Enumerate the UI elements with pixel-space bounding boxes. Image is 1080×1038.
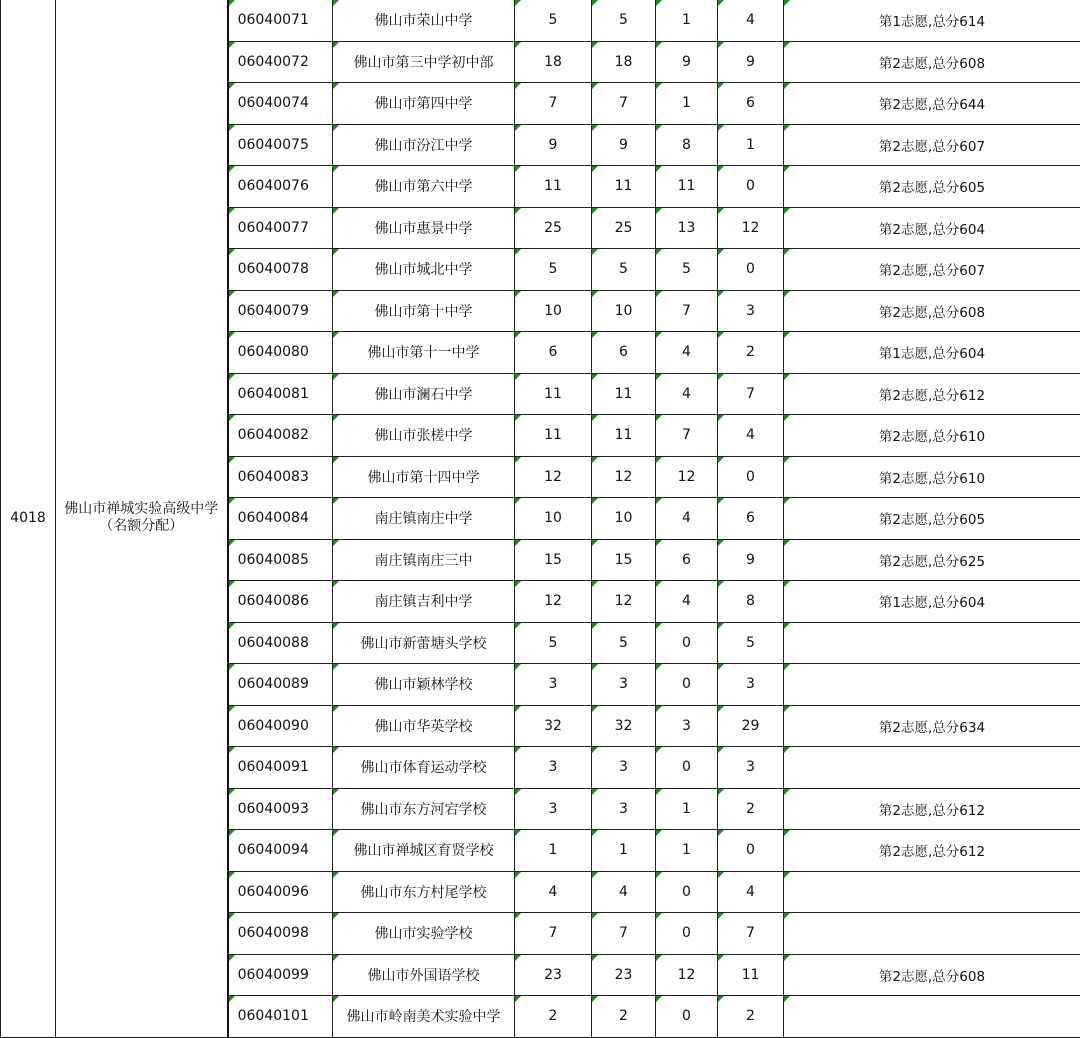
school-cell: 佛山市汾江中学 <box>333 124 515 166</box>
quota-count-cell: 3 <box>592 664 656 706</box>
school-cell: 佛山市第十一中学 <box>333 332 515 374</box>
code-cell: 06040081 <box>228 373 333 415</box>
quota-count-cell: 15 <box>592 539 656 581</box>
remaining-count-cell: 3 <box>718 290 784 332</box>
quota-count-cell: 1 <box>592 830 656 872</box>
cutoff-note-cell: 第2志愿,总分625 <box>784 539 1080 581</box>
plan-count-cell: 12 <box>515 581 592 623</box>
quota-count-cell: 11 <box>592 415 656 457</box>
admitted-count-cell: 9 <box>656 41 718 83</box>
remaining-count-cell: 4 <box>718 0 784 41</box>
quota-count-cell: 7 <box>592 913 656 955</box>
plan-count-cell: 4 <box>515 871 592 913</box>
school-cell: 佛山市颖林学校 <box>333 664 515 706</box>
cutoff-note-cell: 第2志愿,总分605 <box>784 166 1080 208</box>
cutoff-note-cell <box>784 871 1080 913</box>
code-cell: 06040096 <box>228 871 333 913</box>
code-cell: 06040080 <box>228 332 333 374</box>
code-cell: 06040091 <box>228 747 333 789</box>
admitted-count-cell: 0 <box>656 622 718 664</box>
school-cell: 佛山市第十四中学 <box>333 456 515 498</box>
quota-count-cell: 10 <box>592 498 656 540</box>
plan-count-cell: 11 <box>515 373 592 415</box>
admitted-count-cell: 1 <box>656 0 718 41</box>
remaining-count-cell: 9 <box>718 539 784 581</box>
plan-count-cell: 6 <box>515 332 592 374</box>
cutoff-note-cell <box>784 622 1080 664</box>
plan-count-cell: 5 <box>515 622 592 664</box>
cutoff-note-cell: 第2志愿,总分608 <box>784 954 1080 996</box>
school-cell: 南庄镇南庄三中 <box>333 539 515 581</box>
remaining-count-cell: 0 <box>718 830 784 872</box>
remaining-count-cell: 7 <box>718 373 784 415</box>
group-code-cell: 4018 <box>1 0 56 1037</box>
remaining-count-cell: 9 <box>718 41 784 83</box>
plan-count-cell: 32 <box>515 705 592 747</box>
admitted-count-cell: 7 <box>656 415 718 457</box>
cutoff-note-cell: 第2志愿,总分605 <box>784 498 1080 540</box>
admitted-count-cell: 0 <box>656 996 718 1038</box>
admitted-count-cell: 0 <box>656 664 718 706</box>
remaining-count-cell: 0 <box>718 166 784 208</box>
quota-count-cell: 23 <box>592 954 656 996</box>
group-school-cell <box>56 0 228 1037</box>
quota-count-cell: 3 <box>592 788 656 830</box>
cutoff-note-cell: 第2志愿,总分634 <box>784 705 1080 747</box>
remaining-count-cell: 3 <box>718 747 784 789</box>
school-cell: 佛山市体育运动学校 <box>333 747 515 789</box>
code-cell: 06040086 <box>228 581 333 623</box>
remaining-count-cell: 3 <box>718 664 784 706</box>
plan-count-cell: 10 <box>515 498 592 540</box>
cutoff-note-cell: 第1志愿,总分604 <box>784 581 1080 623</box>
admitted-count-cell: 4 <box>656 332 718 374</box>
school-cell: 佛山市禅城区育贤学校 <box>333 830 515 872</box>
admitted-count-cell: 0 <box>656 747 718 789</box>
code-cell: 06040078 <box>228 249 333 291</box>
remaining-count-cell: 2 <box>718 788 784 830</box>
quota-count-cell: 5 <box>592 0 656 41</box>
quota-count-cell: 18 <box>592 41 656 83</box>
code-cell: 06040084 <box>228 498 333 540</box>
school-cell: 佛山市荣山中学 <box>333 0 515 41</box>
cutoff-note-cell <box>784 996 1080 1038</box>
cutoff-note-cell: 第2志愿,总分607 <box>784 249 1080 291</box>
admitted-count-cell: 4 <box>656 498 718 540</box>
remaining-count-cell: 6 <box>718 83 784 125</box>
code-cell: 06040101 <box>228 996 333 1038</box>
quota-count-cell: 6 <box>592 332 656 374</box>
quota-count-cell: 12 <box>592 581 656 623</box>
cutoff-note-cell <box>784 747 1080 789</box>
admitted-count-cell: 7 <box>656 290 718 332</box>
code-cell: 06040071 <box>228 0 333 41</box>
code-cell: 06040093 <box>228 788 333 830</box>
cutoff-note-cell: 第2志愿,总分612 <box>784 373 1080 415</box>
plan-count-cell: 3 <box>515 747 592 789</box>
quota-count-cell: 4 <box>592 871 656 913</box>
cutoff-note-cell: 第2志愿,总分607 <box>784 124 1080 166</box>
cutoff-note-cell: 第2志愿,总分644 <box>784 83 1080 125</box>
school-cell: 佛山市第四中学 <box>333 83 515 125</box>
school-cell: 佛山市澜石中学 <box>333 373 515 415</box>
school-cell: 南庄镇南庄中学 <box>333 498 515 540</box>
remaining-count-cell: 11 <box>718 954 784 996</box>
quota-count-cell: 2 <box>592 996 656 1038</box>
plan-count-cell: 7 <box>515 913 592 955</box>
school-cell: 佛山市新蕾塘头学校 <box>333 622 515 664</box>
remaining-count-cell: 4 <box>718 871 784 913</box>
school-cell: 佛山市第六中学 <box>333 166 515 208</box>
admitted-count-cell: 3 <box>656 705 718 747</box>
quota-count-cell: 9 <box>592 124 656 166</box>
code-cell: 06040077 <box>228 207 333 249</box>
plan-count-cell: 12 <box>515 456 592 498</box>
code-cell: 06040089 <box>228 664 333 706</box>
remaining-count-cell: 4 <box>718 415 784 457</box>
cutoff-note-cell <box>784 913 1080 955</box>
table-row <box>1 0 1080 41</box>
school-cell: 佛山市张槎中学 <box>333 415 515 457</box>
code-cell: 06040079 <box>228 290 333 332</box>
group-school-name: 佛山市禅城实验高级中学 <box>64 501 219 518</box>
code-cell: 06040072 <box>228 41 333 83</box>
remaining-count-cell: 1 <box>718 124 784 166</box>
admitted-count-cell: 5 <box>656 249 718 291</box>
quota-count-cell: 5 <box>592 249 656 291</box>
plan-count-cell: 11 <box>515 415 592 457</box>
plan-count-cell: 2 <box>515 996 592 1038</box>
code-cell: 06040085 <box>228 539 333 581</box>
code-cell: 06040090 <box>228 705 333 747</box>
admitted-count-cell: 13 <box>656 207 718 249</box>
admitted-count-cell: 0 <box>656 913 718 955</box>
plan-count-cell: 25 <box>515 207 592 249</box>
quota-count-cell: 11 <box>592 166 656 208</box>
admitted-count-cell: 1 <box>656 788 718 830</box>
remaining-count-cell: 6 <box>718 498 784 540</box>
remaining-count-cell: 0 <box>718 249 784 291</box>
plan-count-cell: 9 <box>515 124 592 166</box>
code-cell: 06040082 <box>228 415 333 457</box>
admitted-count-cell: 8 <box>656 124 718 166</box>
admitted-count-cell: 12 <box>656 456 718 498</box>
group-school-note: （名额分配） <box>99 518 184 535</box>
school-cell: 佛山市岭南美术实验中学 <box>333 996 515 1038</box>
cutoff-note-cell: 第2志愿,总分604 <box>784 207 1080 249</box>
admitted-count-cell: 4 <box>656 581 718 623</box>
plan-count-cell: 23 <box>515 954 592 996</box>
plan-count-cell: 18 <box>515 41 592 83</box>
plan-count-cell: 5 <box>515 0 592 41</box>
code-cell: 06040075 <box>228 124 333 166</box>
school-cell: 佛山市华英学校 <box>333 705 515 747</box>
admitted-count-cell: 0 <box>656 871 718 913</box>
code-cell: 06040088 <box>228 622 333 664</box>
cutoff-note-cell: 第1志愿,总分604 <box>784 332 1080 374</box>
cutoff-note-cell: 第2志愿,总分608 <box>784 41 1080 83</box>
school-cell: 佛山市外国语学校 <box>333 954 515 996</box>
school-cell: 佛山市惠景中学 <box>333 207 515 249</box>
admitted-count-cell: 11 <box>656 166 718 208</box>
remaining-count-cell: 2 <box>718 332 784 374</box>
plan-count-cell: 1 <box>515 830 592 872</box>
cutoff-note-cell: 第1志愿,总分614 <box>784 0 1080 41</box>
quota-count-cell: 5 <box>592 622 656 664</box>
plan-count-cell: 3 <box>515 664 592 706</box>
plan-count-cell: 15 <box>515 539 592 581</box>
quota-count-cell: 11 <box>592 373 656 415</box>
quota-count-cell: 12 <box>592 456 656 498</box>
remaining-count-cell: 0 <box>718 456 784 498</box>
quota-count-cell: 32 <box>592 705 656 747</box>
school-cell: 佛山市第十中学 <box>333 290 515 332</box>
quota-count-cell: 7 <box>592 83 656 125</box>
admitted-count-cell: 6 <box>656 539 718 581</box>
school-cell: 佛山市实验学校 <box>333 913 515 955</box>
quota-count-cell: 3 <box>592 747 656 789</box>
quota-count-cell: 25 <box>592 207 656 249</box>
school-cell: 佛山市城北中学 <box>333 249 515 291</box>
school-cell: 佛山市东方河宕学校 <box>333 788 515 830</box>
plan-count-cell: 10 <box>515 290 592 332</box>
cutoff-note-cell: 第2志愿,总分612 <box>784 830 1080 872</box>
cutoff-note-cell: 第2志愿,总分612 <box>784 788 1080 830</box>
admitted-count-cell: 1 <box>656 83 718 125</box>
remaining-count-cell: 8 <box>718 581 784 623</box>
admitted-count-cell: 1 <box>656 830 718 872</box>
plan-count-cell: 11 <box>515 166 592 208</box>
school-cell: 南庄镇吉利中学 <box>333 581 515 623</box>
cutoff-note-cell <box>784 664 1080 706</box>
admitted-count-cell: 12 <box>656 954 718 996</box>
school-cell: 佛山市第三中学初中部 <box>333 41 515 83</box>
code-cell: 06040076 <box>228 166 333 208</box>
plan-count-cell: 5 <box>515 249 592 291</box>
cutoff-note-cell: 第2志愿,总分608 <box>784 290 1080 332</box>
remaining-count-cell: 7 <box>718 913 784 955</box>
code-cell: 06040094 <box>228 830 333 872</box>
school-cell: 佛山市东方村尾学校 <box>333 871 515 913</box>
remaining-count-cell: 2 <box>718 996 784 1038</box>
code-cell: 06040099 <box>228 954 333 996</box>
remaining-count-cell: 29 <box>718 705 784 747</box>
remaining-count-cell: 12 <box>718 207 784 249</box>
cutoff-note-cell: 第2志愿,总分610 <box>784 456 1080 498</box>
plan-count-cell: 7 <box>515 83 592 125</box>
admitted-count-cell: 4 <box>656 373 718 415</box>
code-cell: 06040074 <box>228 83 333 125</box>
code-cell: 06040083 <box>228 456 333 498</box>
remaining-count-cell: 5 <box>718 622 784 664</box>
cutoff-note-cell: 第2志愿,总分610 <box>784 415 1080 457</box>
code-cell: 06040098 <box>228 913 333 955</box>
plan-count-cell: 3 <box>515 788 592 830</box>
quota-count-cell: 10 <box>592 290 656 332</box>
